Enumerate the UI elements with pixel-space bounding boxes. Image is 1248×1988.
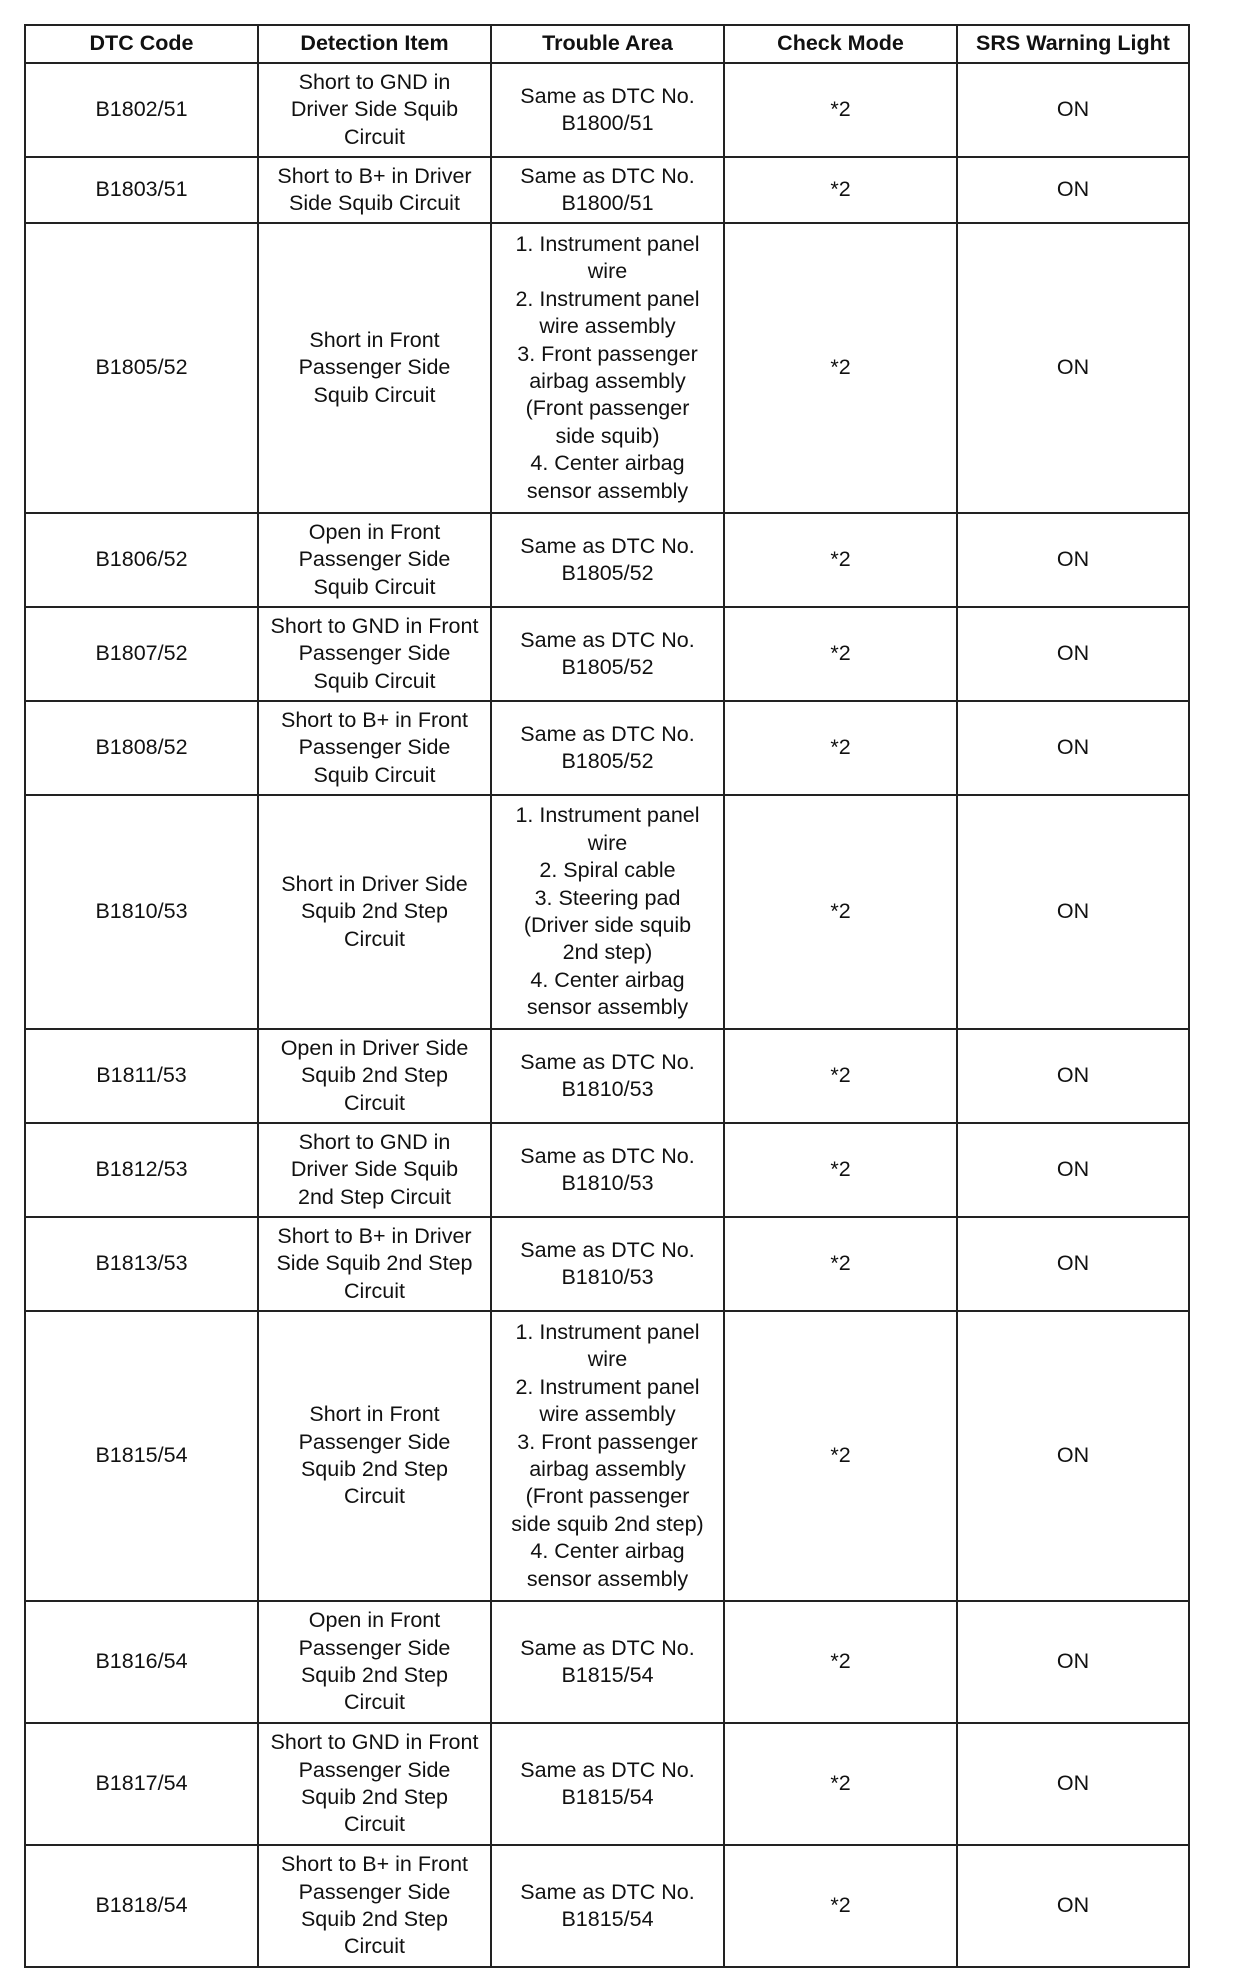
header-dtc-code: DTC Code: [25, 25, 258, 63]
detection-item-line: Short in Front: [309, 327, 440, 352]
trouble-area-line: B1810/53: [561, 1265, 654, 1289]
check-mode-cell: *2: [724, 513, 957, 607]
trouble-area-cell: [491, 513, 724, 607]
detection-item-line: Short to B+ in Front: [280, 1852, 469, 1877]
detection-item-line: Squib 2nd Step: [300, 1063, 449, 1088]
check-mode-cell: *2: [724, 223, 957, 513]
header-trouble-area: Trouble Area: [491, 25, 724, 63]
detection-item-line: Circuit: [344, 1090, 405, 1115]
check-mode-cell: *2: [724, 63, 957, 157]
detection-item-line: Circuit: [344, 926, 405, 951]
check-mode-cell: *2: [724, 607, 957, 701]
srs-warning-light-cell: ON: [957, 1845, 1189, 1967]
trouble-area-line: Same as DTC No.: [520, 1879, 695, 1904]
dtc-table: [24, 24, 1190, 1968]
trouble-area-cell: [491, 1029, 724, 1123]
trouble-area-line: wire: [587, 830, 628, 855]
table-row: [25, 1311, 1189, 1601]
table-row: [25, 63, 1189, 157]
detection-item-line: Passenger Side: [298, 735, 451, 760]
dtc-code-cell: B1808/52: [25, 701, 258, 795]
trouble-area-line: wire: [587, 259, 628, 284]
dtc-code-cell: B1816/54: [25, 1601, 258, 1723]
detection-item-line: Short to B+ in Front: [280, 707, 469, 732]
table-row: [25, 513, 1189, 607]
detection-item-line: Squib 2nd Step: [300, 1785, 449, 1809]
trouble-area-line: wire assembly: [539, 314, 676, 339]
trouble-area-line: 1. Instrument panel: [515, 1319, 700, 1344]
detection-item-line: Circuit: [344, 1278, 405, 1303]
trouble-area-line: 3. Steering pad: [534, 885, 681, 910]
trouble-area-line: B1815/54: [561, 1907, 654, 1931]
trouble-area-line: 3. Front passenger: [517, 1429, 698, 1454]
trouble-area-line: Same as DTC No.: [520, 1143, 695, 1168]
detection-item-line: Squib 2nd Step: [300, 1663, 449, 1687]
detection-item-line: Passenger Side: [298, 1879, 451, 1904]
dtc-code-cell: B1812/53: [25, 1123, 258, 1217]
trouble-area-line: Same as DTC No.: [520, 83, 695, 108]
detection-item-line: Circuit: [344, 1812, 405, 1837]
check-mode-cell: *2: [724, 1845, 957, 1967]
trouble-area-line: B1805/52: [561, 655, 654, 679]
trouble-area-line: B1815/54: [561, 1663, 654, 1687]
detection-item-cell: [258, 607, 491, 701]
trouble-area-line: wire: [587, 1347, 628, 1372]
detection-item-line: Open in Front: [308, 519, 441, 544]
trouble-area-line: 2nd step): [562, 940, 653, 965]
table-row: [25, 607, 1189, 701]
detection-item-line: Open in Front: [308, 1608, 441, 1633]
srs-warning-light-cell: ON: [957, 1601, 1189, 1723]
dtc-code-cell: B1810/53: [25, 795, 258, 1029]
dtc-code-cell: B1813/53: [25, 1217, 258, 1311]
trouble-area-line: Same as DTC No.: [520, 1757, 695, 1782]
check-mode-cell: *2: [724, 1601, 957, 1723]
table-body: [25, 63, 1189, 1967]
header-srs-warning-light: SRS Warning Light: [957, 25, 1189, 63]
trouble-area-cell: [491, 1601, 724, 1723]
trouble-area-cell: [491, 223, 724, 513]
detection-item-cell: [258, 1845, 491, 1967]
trouble-area-cell: [491, 1311, 724, 1601]
trouble-area-line: 2. Instrument panel: [515, 286, 700, 311]
detection-item-line: Short in Driver Side: [281, 871, 468, 896]
trouble-area-line: 2. Spiral cable: [539, 858, 676, 883]
table-row: [25, 157, 1189, 223]
detection-item-cell: [258, 63, 491, 157]
trouble-area-line: Same as DTC No.: [520, 533, 695, 558]
detection-item-line: Circuit: [344, 124, 405, 149]
srs-warning-light-cell: ON: [957, 1029, 1189, 1123]
dtc-code-cell: B1818/54: [25, 1845, 258, 1967]
detection-item-line: Passenger Side: [298, 355, 451, 380]
trouble-area-cell: [491, 1845, 724, 1967]
table-row: [25, 1723, 1189, 1845]
dtc-code-cell: B1806/52: [25, 513, 258, 607]
detection-item-cell: [258, 223, 491, 513]
trouble-area-line: B1800/51: [561, 111, 654, 135]
table-row: [25, 1845, 1189, 1967]
detection-item-cell: [258, 1123, 491, 1217]
detection-item-cell: [258, 701, 491, 795]
table-header-row: [25, 25, 1189, 63]
detection-item-line: Driver Side Squib: [290, 97, 459, 122]
trouble-area-line: 1. Instrument panel: [515, 803, 700, 828]
srs-warning-light-cell: ON: [957, 1217, 1189, 1311]
trouble-area-line: 4. Center airbag: [530, 967, 685, 992]
dtc-code-cell: B1802/51: [25, 63, 258, 157]
detection-item-line: Circuit: [344, 1484, 405, 1509]
trouble-area-line: Same as DTC No.: [520, 1635, 695, 1660]
detection-item-line: Short to B+ in Driver: [277, 1223, 472, 1248]
dtc-table-container: [24, 24, 1188, 1968]
check-mode-cell: *2: [724, 1723, 957, 1845]
trouble-area-line: (Driver side squib: [523, 913, 692, 937]
trouble-area-line: 3. Front passenger: [517, 341, 698, 366]
trouble-area-line: 2. Instrument panel: [515, 1374, 700, 1399]
detection-item-line: 2nd Step Circuit: [298, 1184, 451, 1209]
trouble-area-line: side squib): [555, 423, 660, 448]
table-row: [25, 701, 1189, 795]
check-mode-cell: *2: [724, 1217, 957, 1311]
trouble-area-cell: [491, 63, 724, 157]
trouble-area-cell: [491, 607, 724, 701]
trouble-area-line: B1805/52: [561, 561, 654, 585]
detection-item-cell: [258, 513, 491, 607]
detection-item-line: Squib 2nd Step: [300, 1457, 449, 1481]
trouble-area-cell: [491, 701, 724, 795]
table-row: [25, 795, 1189, 1029]
dtc-code-cell: B1803/51: [25, 157, 258, 223]
detection-item-cell: [258, 1029, 491, 1123]
table-row: [25, 1029, 1189, 1123]
check-mode-cell: *2: [724, 1311, 957, 1601]
detection-item-cell: [258, 1311, 491, 1601]
table-row: [25, 1217, 1189, 1311]
srs-warning-light-cell: ON: [957, 795, 1189, 1029]
trouble-area-line: Same as DTC No.: [520, 1237, 695, 1262]
trouble-area-line: (Front passenger: [525, 396, 690, 421]
srs-warning-light-cell: ON: [957, 157, 1189, 223]
detection-item-line: Squib 2nd Step: [300, 1907, 449, 1931]
detection-item-line: Squib Circuit: [313, 574, 436, 599]
trouble-area-line: Same as DTC No.: [520, 163, 695, 188]
trouble-area-line: wire assembly: [539, 1402, 676, 1427]
trouble-area-line: airbag assembly: [529, 1457, 686, 1481]
detection-item-line: Circuit: [344, 1690, 405, 1715]
check-mode-cell: *2: [724, 795, 957, 1029]
dtc-code-cell: B1805/52: [25, 223, 258, 513]
detection-item-line: Squib Circuit: [313, 668, 436, 693]
detection-item-line: Open in Driver Side: [280, 1035, 469, 1060]
header-detection-item: Detection Item: [258, 25, 491, 63]
trouble-area-line: Same as DTC No.: [520, 721, 695, 746]
trouble-area-cell: [491, 157, 724, 223]
detection-item-line: Passenger Side: [298, 641, 451, 666]
check-mode-cell: *2: [724, 1123, 957, 1217]
srs-warning-light-cell: ON: [957, 1311, 1189, 1601]
header-check-mode: Check Mode: [724, 25, 957, 63]
trouble-area-line: side squib 2nd step): [511, 1511, 704, 1536]
dtc-code-cell: B1817/54: [25, 1723, 258, 1845]
detection-item-cell: [258, 795, 491, 1029]
detection-item-line: Passenger Side: [298, 1635, 451, 1660]
detection-item-cell: [258, 157, 491, 223]
detection-item-line: Circuit: [344, 1934, 405, 1959]
srs-warning-light-cell: ON: [957, 513, 1189, 607]
detection-item-line: Short in Front: [309, 1402, 440, 1427]
detection-item-line: Side Squib 2nd Step: [276, 1251, 473, 1276]
trouble-area-line: sensor assembly: [526, 995, 689, 1020]
trouble-area-line: B1810/53: [561, 1077, 654, 1101]
detection-item-cell: [258, 1723, 491, 1845]
table-row: [25, 1601, 1189, 1723]
detection-item-line: Driver Side Squib: [290, 1157, 459, 1182]
srs-warning-light-cell: ON: [957, 1123, 1189, 1217]
detection-item-line: Passenger Side: [298, 1429, 451, 1454]
detection-item-line: Short to GND in Front: [270, 1730, 479, 1755]
trouble-area-line: 4. Center airbag: [530, 1539, 685, 1564]
detection-item-line: Side Squib Circuit: [289, 191, 460, 215]
trouble-area-cell: [491, 1217, 724, 1311]
detection-item-cell: [258, 1217, 491, 1311]
detection-item-line: Squib 2nd Step: [300, 899, 449, 924]
srs-warning-light-cell: ON: [957, 607, 1189, 701]
trouble-area-cell: [491, 795, 724, 1029]
detection-item-line: Short to B+ in Driver: [277, 163, 472, 188]
trouble-area-line: B1810/53: [561, 1171, 654, 1195]
detection-item-line: Passenger Side: [298, 547, 451, 572]
check-mode-cell: *2: [724, 157, 957, 223]
check-mode-cell: *2: [724, 701, 957, 795]
srs-warning-light-cell: ON: [957, 63, 1189, 157]
check-mode-cell: *2: [724, 1029, 957, 1123]
trouble-area-line: airbag assembly: [529, 369, 686, 393]
trouble-area-line: Same as DTC No.: [520, 627, 695, 652]
trouble-area-line: sensor assembly: [526, 1566, 689, 1591]
table-row: [25, 1123, 1189, 1217]
trouble-area-line: Same as DTC No.: [520, 1049, 695, 1074]
trouble-area-line: (Front passenger: [525, 1484, 690, 1509]
srs-warning-light-cell: ON: [957, 701, 1189, 795]
trouble-area-line: B1815/54: [561, 1785, 654, 1809]
detection-item-line: Squib Circuit: [313, 762, 436, 787]
trouble-area-cell: [491, 1123, 724, 1217]
srs-warning-light-cell: ON: [957, 1723, 1189, 1845]
detection-item-line: Short to GND in Front: [270, 613, 479, 638]
detection-item-cell: [258, 1601, 491, 1723]
trouble-area-cell: [491, 1723, 724, 1845]
trouble-area-line: 1. Instrument panel: [515, 231, 700, 256]
trouble-area-line: 4. Center airbag: [530, 451, 685, 476]
dtc-code-cell: B1815/54: [25, 1311, 258, 1601]
detection-item-line: Short to GND in: [298, 69, 451, 94]
dtc-code-cell: B1807/52: [25, 607, 258, 701]
trouble-area-line: sensor assembly: [526, 478, 689, 503]
trouble-area-line: B1800/51: [561, 191, 654, 215]
detection-item-line: Short to GND in: [298, 1129, 451, 1154]
dtc-code-cell: B1811/53: [25, 1029, 258, 1123]
table-row: [25, 223, 1189, 513]
detection-item-line: Squib Circuit: [313, 382, 436, 407]
detection-item-line: Passenger Side: [298, 1757, 451, 1782]
srs-warning-light-cell: ON: [957, 223, 1189, 513]
trouble-area-line: B1805/52: [561, 749, 654, 773]
